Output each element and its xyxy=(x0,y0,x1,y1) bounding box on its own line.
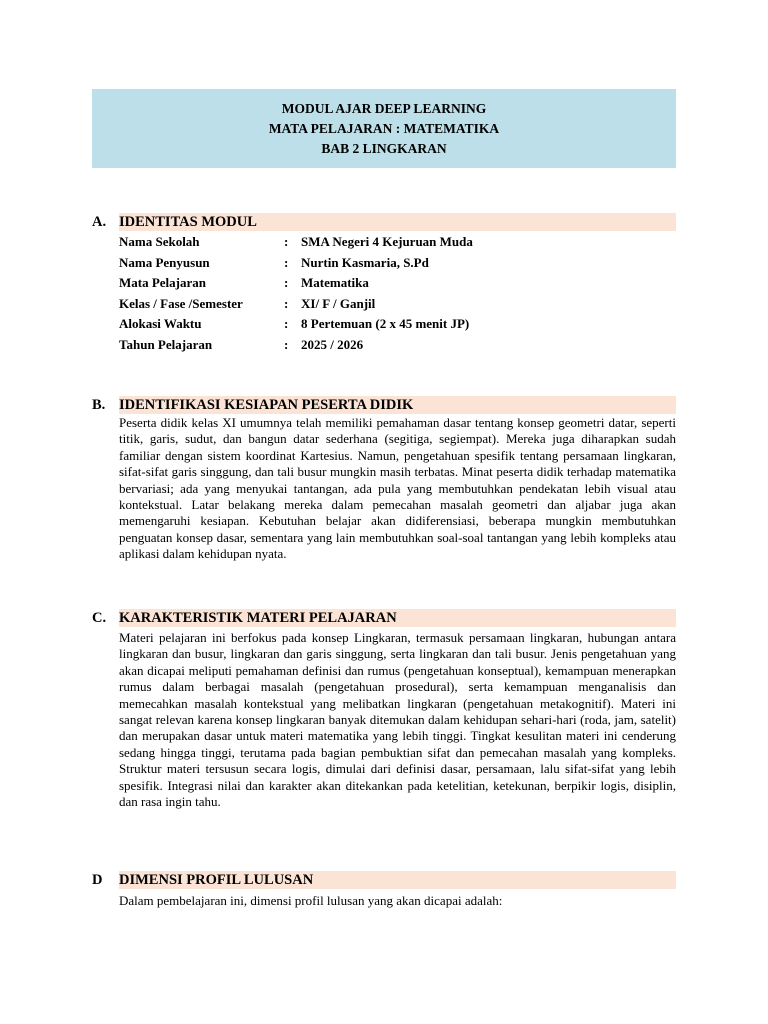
identity-value: SMA Negeri 4 Kejuruan Muda xyxy=(301,234,473,249)
title-line-2: MATA PELAJARAN : MATEMATIKA xyxy=(268,120,500,136)
identity-row-mata-pelajaran xyxy=(119,273,676,294)
section-header xyxy=(92,396,676,414)
section-dimensi-profil xyxy=(92,871,676,909)
identity-value: Nurtin Kasmaria, S.Pd xyxy=(301,254,429,270)
identity-table xyxy=(119,232,676,356)
section-title: DIMENSI PROFIL LULUSAN xyxy=(119,872,314,888)
identity-row-alokasi-waktu xyxy=(119,314,676,335)
section-header xyxy=(92,871,676,889)
section-paragraph: Peserta didik kelas XI umumnya telah memiliki pemahaman dasar tentang konsep geometri datar, seperti titik, garis, sudut, dan bangun datar sederhana (segitiga, segiempat). Mereka juga diharapkan sudah familiar dengan sistem koordinat Kartesius. Namun, pengetahuan spesifik tentang persamaan lingkaran, sifat-sifat garis singgung, dan tali busur mungkin masih terbatas. Minat peserta didik terhadap matematika bervariasi; ada yang menyukai tantangan, ada pula yang membutuhkan pendekatan lebih visual atau kontekstual. Latar belakang mereka dalam pemecahan masalah geometri dan aljabar juga akan memengaruhi kesiapan. Kebutuhan belajar akan didiferensiasi, beberapa mungkin membutuhkan penguatan konsep dasar, sementara yang lain membutuhkan soal-soal tantangan yang lebih kompleks atau aplikasi dalam kehidupan nyata. xyxy=(119,415,676,562)
identity-row-kelas-fase-semester xyxy=(119,294,676,315)
section-title: IDENTIFIKASI KESIAPAN PESERTA DIDIK xyxy=(119,397,414,413)
section-letter: C. xyxy=(92,610,107,626)
identity-label: Alokasi Waktu xyxy=(119,316,202,332)
identity-value: 2025 / 2026 xyxy=(301,336,364,352)
identity-colon: : xyxy=(284,254,289,270)
identity-row-tahun-pelajaran xyxy=(119,335,676,356)
section-letter: A. xyxy=(92,214,107,230)
section-header xyxy=(92,213,676,231)
identity-label: Nama Sekolah xyxy=(119,234,200,249)
section-title: KARAKTERISTIK MATERI PELAJARAN xyxy=(119,610,397,626)
section-letter: D xyxy=(92,872,103,888)
identity-colon: : xyxy=(284,234,289,249)
identity-colon: : xyxy=(284,316,289,332)
section-header xyxy=(92,609,676,627)
identity-value: Matematika xyxy=(301,275,369,291)
title-line-3: BAB 2 LINGKARAN xyxy=(321,140,447,156)
identity-row-nama-penyusun xyxy=(119,253,676,274)
section-paragraph: Materi pelajaran ini berfokus pada konsep Lingkaran, termasuk persamaan lingkaran, hubungan antara lingkaran dan busur, lingkaran dan garis singgung, serta lingkaran dan tali busur. Jenis pengetahuan yang akan dicapai meliputi pemahaman definisi dan rumus (pengetahuan konseptual), kemampuan menerapkan rumus dalam berbagai masalah (pengetahuan prosedural), serta kemampuan menganalisis dan memecahkan masalah kontekstual yang melibatkan lingkaran (pengetahuan metakognitif). Materi ini sangat relevan karena konsep lingkaran banyak ditemukan dalam kehidupan sehari-hari (roda, jam, satelit) dan merupakan dasar untuk materi matematika yang lebih tinggi. Tingkat kesulitan materi ini cenderung sedang hingga tinggi, terutama pada bagian pembuktian sifat dan pemecahan masalah yang kompleks. Struktur materi tersusun secara logis, dimulai dari definisi dasar, persamaan, lalu sifat-sifat yang lebih spesifik. Integrasi nilai dan karakter akan ditekankan pada ketelitian, ketekunan, berpikir logis, disiplin, dan rasa ingin tahu. xyxy=(119,630,676,810)
identity-value: 8 Pertemuan (2 x 45 menit JP) xyxy=(301,316,470,332)
identity-value: XI/ F / Ganjil xyxy=(301,295,376,311)
identity-colon: : xyxy=(284,275,289,291)
identity-label: Tahun Pelajaran xyxy=(119,336,213,352)
identity-colon: : xyxy=(284,336,289,352)
identity-colon: : xyxy=(284,295,289,311)
identity-label: Mata Pelajaran xyxy=(119,275,207,291)
section-identifikasi-kesiapan xyxy=(92,396,676,563)
section-paragraph: Dalam pembelajaran ini, dimensi profil lulusan yang akan dicapai adalah: xyxy=(119,893,503,908)
section-title: IDENTITAS MODUL xyxy=(119,214,257,230)
section-letter: B. xyxy=(92,397,106,413)
title-line-1: MODUL AJAR DEEP LEARNING xyxy=(281,100,487,116)
document-title-box xyxy=(92,89,676,168)
section-karakteristik-materi xyxy=(92,609,676,810)
identity-row-nama-sekolah xyxy=(119,232,676,253)
identity-label: Kelas / Fase /Semester xyxy=(119,295,243,311)
section-identitas-modul xyxy=(92,213,676,356)
identity-label: Nama Penyusun xyxy=(119,254,210,270)
